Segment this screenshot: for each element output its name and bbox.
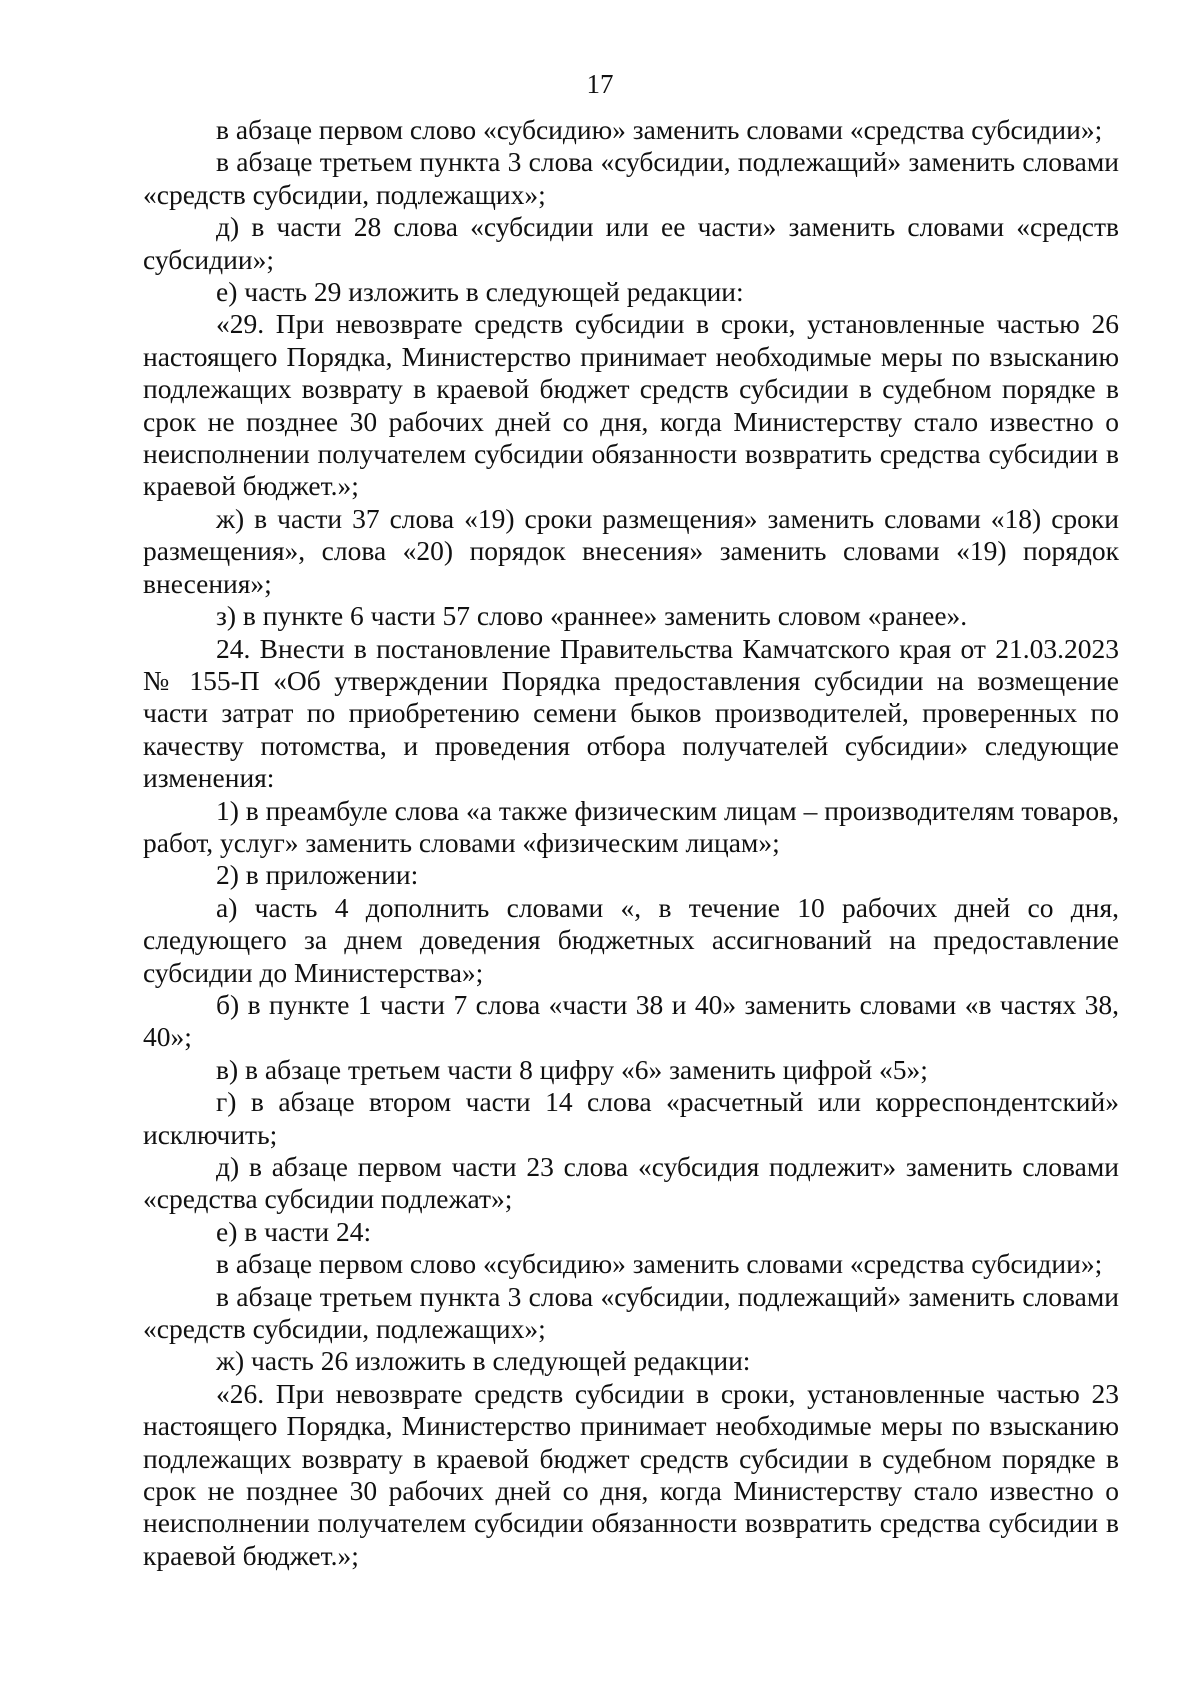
paragraph: е) в части 24: bbox=[216, 1215, 372, 1247]
paragraph: «29. При невозврате средств субсидии в сроки, установленные частью 26 настоящего Порядка, Министерство принимает необходимые меры по взысканию подлежащих возврату в краевой бюджет средств субсидии в судебном порядке в срок не позднее 30 рабочих дней со дня, когда Министерству стало известно о неисполнении получателем субсидии обязанности возвратить средства субсидии в краевой бюджет.»; bbox=[143, 308, 1119, 502]
paragraph: ж) в части 37 слова «19) сроки размещения» заменить словами «18) сроки размещения», слова «20) порядок внесения» заменить словами «19) порядок внесения»; bbox=[143, 502, 1119, 599]
paragraph: 2) в приложении: bbox=[216, 859, 419, 891]
paragraph: в абзаце третьем пункта 3 слова «субсидии, подлежащий» заменить словами «средств субсидии, подлежащих»; bbox=[143, 1280, 1119, 1345]
paragraph: б) в пункте 1 части 7 слова «части 38 и 40» заменить словами «в частях 38, 40»; bbox=[143, 988, 1119, 1053]
paragraph: ж) часть 26 изложить в следующей редакции: bbox=[216, 1345, 751, 1377]
paragraph: в абзаце первом слово «субсидию» заменить словами «средства субсидии»; bbox=[216, 1248, 1103, 1280]
paragraph: г) в абзаце втором части 14 слова «расчетный или корреспондентский» исключить; bbox=[143, 1086, 1119, 1150]
paragraph: д) в части 28 слова «субсидии или ее части» заменить словами «средств субсидии»; bbox=[143, 211, 1119, 275]
paragraph: «26. При невозврате средств субсидии в сроки, установленные частью 23 настоящего Порядка, Министерство принимает необходимые меры по взысканию подлежащих возврату в краевой бюджет средств субсидии в судебном порядке в срок не позднее 30 рабочих дней со дня, когда Министерству стало известно о неисполнении получателем субсидии обязанности возвратить средства субсидии в краевой бюджет.»; bbox=[143, 1377, 1119, 1571]
page-number: 17 bbox=[586, 69, 614, 99]
paragraph: в) в абзаце третьем части 8 цифру «6» заменить цифрой «5»; bbox=[216, 1053, 928, 1085]
paragraph: з) в пункте 6 части 57 слово «раннее» заменить словом «ранее». bbox=[216, 600, 968, 632]
paragraph: в абзаце первом слово «субсидию» заменить словами «средства субсидии»; bbox=[216, 114, 1103, 145]
paragraph: в абзаце третьем пункта 3 слова «субсидии, подлежащий» заменить словами «средств субсидии, подлежащих»; bbox=[143, 146, 1119, 210]
paragraph: 1) в преамбуле слова «а также физическим лицам – производителям товаров, работ, услуг» заменить словами «физическим лицам»; bbox=[143, 794, 1119, 858]
paragraph: а) часть 4 дополнить словами «, в течение 10 рабочих дней со дня, следующего за днем доведения бюджетных ассигнований на предоставление субсидии до Министерства»; bbox=[143, 891, 1119, 988]
paragraph: д) в абзаце первом части 23 слова «субсидия подлежит» заменить словами «средства субсидии подлежат»; bbox=[143, 1151, 1119, 1215]
paragraph: е) часть 29 изложить в следующей редакции: bbox=[216, 276, 744, 308]
paragraph: 24. Внести в постановление Правительства Камчатского края от 21.03.2023 № 155-П «Об утверждении Порядка предоставления субсидии на возмещение части затрат по приобретению семени быков производителей, проверенных по качеству потомства, и проведения отбора получателей субсидии» следующие изменения: bbox=[143, 632, 1119, 794]
document-body bbox=[143, 114, 1119, 1572]
